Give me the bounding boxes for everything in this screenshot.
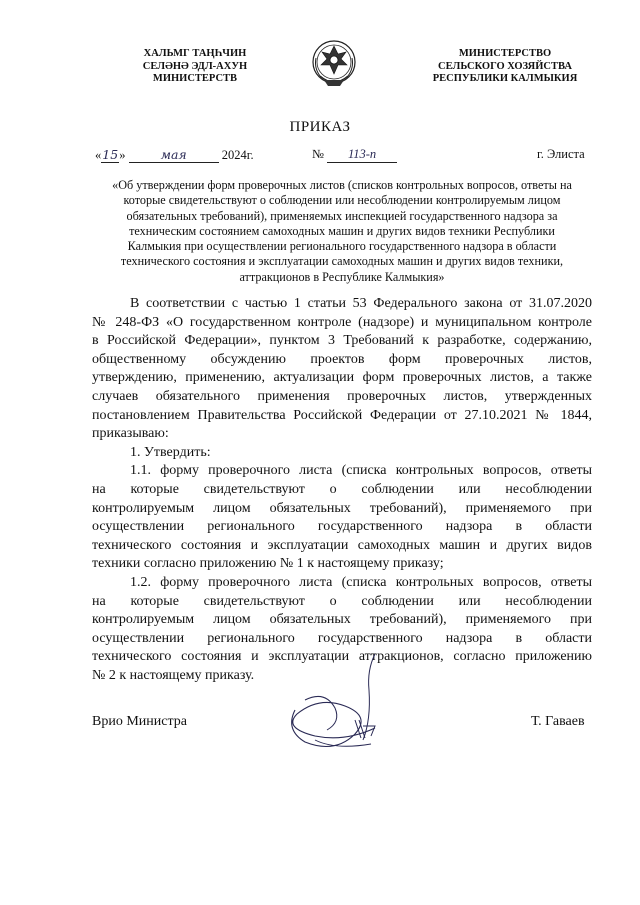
number-value: 113-п bbox=[327, 147, 397, 163]
subject-line: технического состояния и эксплуатации самоходных машин и других видов техники, bbox=[120, 254, 564, 269]
signatory-position: Врио Министра bbox=[92, 714, 187, 729]
ministry-header-kalmyk bbox=[120, 48, 270, 86]
coat-of-arms-emblem bbox=[310, 36, 358, 92]
header-line: СЕЛЬСКОГО ХОЗЯЙСТВА bbox=[438, 60, 572, 72]
subject-line: аттракционов в Республике Калмыкия» bbox=[239, 269, 445, 284]
item-1-1-line: на которые свидетельствуют о соблюдении или несоблюдении bbox=[92, 481, 592, 497]
preamble-line: в Российской Федерации», пунктом 3 Требований к разработке, содержанию, bbox=[92, 333, 592, 349]
order-subject bbox=[92, 178, 592, 285]
header-line: СЕЛӘНӘ ЭДЛ-АХУН bbox=[142, 60, 248, 72]
subject-line: обязательных требований), применяемых инспекцией государственного надзора за bbox=[126, 208, 558, 223]
header-line: РЕСПУБЛИКИ КАЛМЫКИЯ bbox=[432, 73, 578, 84]
ministry-header-russian bbox=[420, 48, 590, 86]
item-1-2-line: на которые свидетельствуют о соблюдении или несоблюдении bbox=[92, 593, 592, 609]
item-1-2-line: 1.2. форму проверочного листа (списка контрольных вопросов, ответы bbox=[130, 574, 592, 590]
preamble-line: В соответствии с частью 1 статьи 53 Федерального закона от 31.07.2020 bbox=[130, 296, 592, 311]
item-1-heading: 1. Утвердить: bbox=[130, 444, 211, 460]
order-title: ПРИКАЗ bbox=[289, 119, 351, 135]
header-line: МИНИСТЕРСТВО bbox=[458, 48, 552, 59]
number-label: № bbox=[312, 147, 324, 161]
preamble-line: случаев обязательного применения проверочных листов, утвержденных bbox=[92, 388, 592, 404]
item-1-2-line: осуществлении регионального государственного надзора в области bbox=[92, 630, 592, 646]
preamble-line: общественному обсуждению проектов форм проверочных листов, bbox=[92, 351, 592, 367]
date-month: мая bbox=[129, 147, 219, 163]
item-1-1-line: технического состояния и эксплуатации самоходных машин и других видов bbox=[92, 537, 592, 553]
date-year: 2024 bbox=[221, 148, 247, 162]
item-1-1-line: техники согласно приложению № 1 к настоящему приказу; bbox=[92, 556, 444, 572]
item-1-2-line: технического состояния и эксплуатации аттракционов, согласно приложению bbox=[92, 649, 592, 665]
item-1-2-line: контролируемым лицом обязательных требований), применяемого при bbox=[92, 612, 592, 628]
order-date bbox=[95, 147, 254, 163]
date-close-quote: » bbox=[119, 148, 126, 162]
preamble-line: № 248-ФЗ «О государственном контроле (надзоре) и муниципальном контроле bbox=[92, 314, 592, 330]
item-1-1-line: 1.1. форму проверочного листа (списка контрольных вопросов, ответы bbox=[130, 463, 592, 479]
header-line: ХАЛЬМГ ТАҢҺЧИН bbox=[143, 48, 247, 59]
subject-line: которые свидетельствуют о соблюдении или несоблюдении контролируемым лицом bbox=[123, 193, 561, 208]
subject-line: Калмыкия при осуществлении регионального государственного надзора в области bbox=[127, 239, 557, 254]
date-day: 15 bbox=[102, 147, 119, 162]
preamble-line: утверждению, применению, актуализации форм проверочных листов, а также bbox=[92, 370, 592, 386]
subject-line: «Об утверждении форм проверочных листов (списков контрольных вопросов, ответы на bbox=[112, 178, 572, 192]
date-open-quote: « bbox=[95, 148, 102, 162]
item-1-2-line: № 2 к настоящему приказу. bbox=[92, 667, 255, 683]
preamble-line: приказываю: bbox=[92, 426, 169, 442]
item-1-1-line: осуществлении регионального государственного надзора в области bbox=[92, 519, 592, 535]
item-1-1-line: контролируемым лицом обязательных требований), применяемого при bbox=[92, 500, 592, 516]
signatory-name: Т. Гаваев bbox=[531, 714, 585, 729]
date-suffix: г. bbox=[246, 148, 254, 162]
header-line: МИНИСТЕРСТВ bbox=[152, 73, 238, 84]
order-city: г. Элиста bbox=[537, 147, 585, 161]
order-number bbox=[312, 147, 397, 163]
subject-line: техническим состоянием самоходных машин и других видов техники Республики bbox=[129, 223, 555, 238]
preamble-line: постановлением Правительства Российской Федерации от 27.10.2021 № 1844, bbox=[92, 407, 592, 423]
handwritten-signature bbox=[275, 650, 395, 760]
preamble-paragraph bbox=[92, 295, 592, 685]
